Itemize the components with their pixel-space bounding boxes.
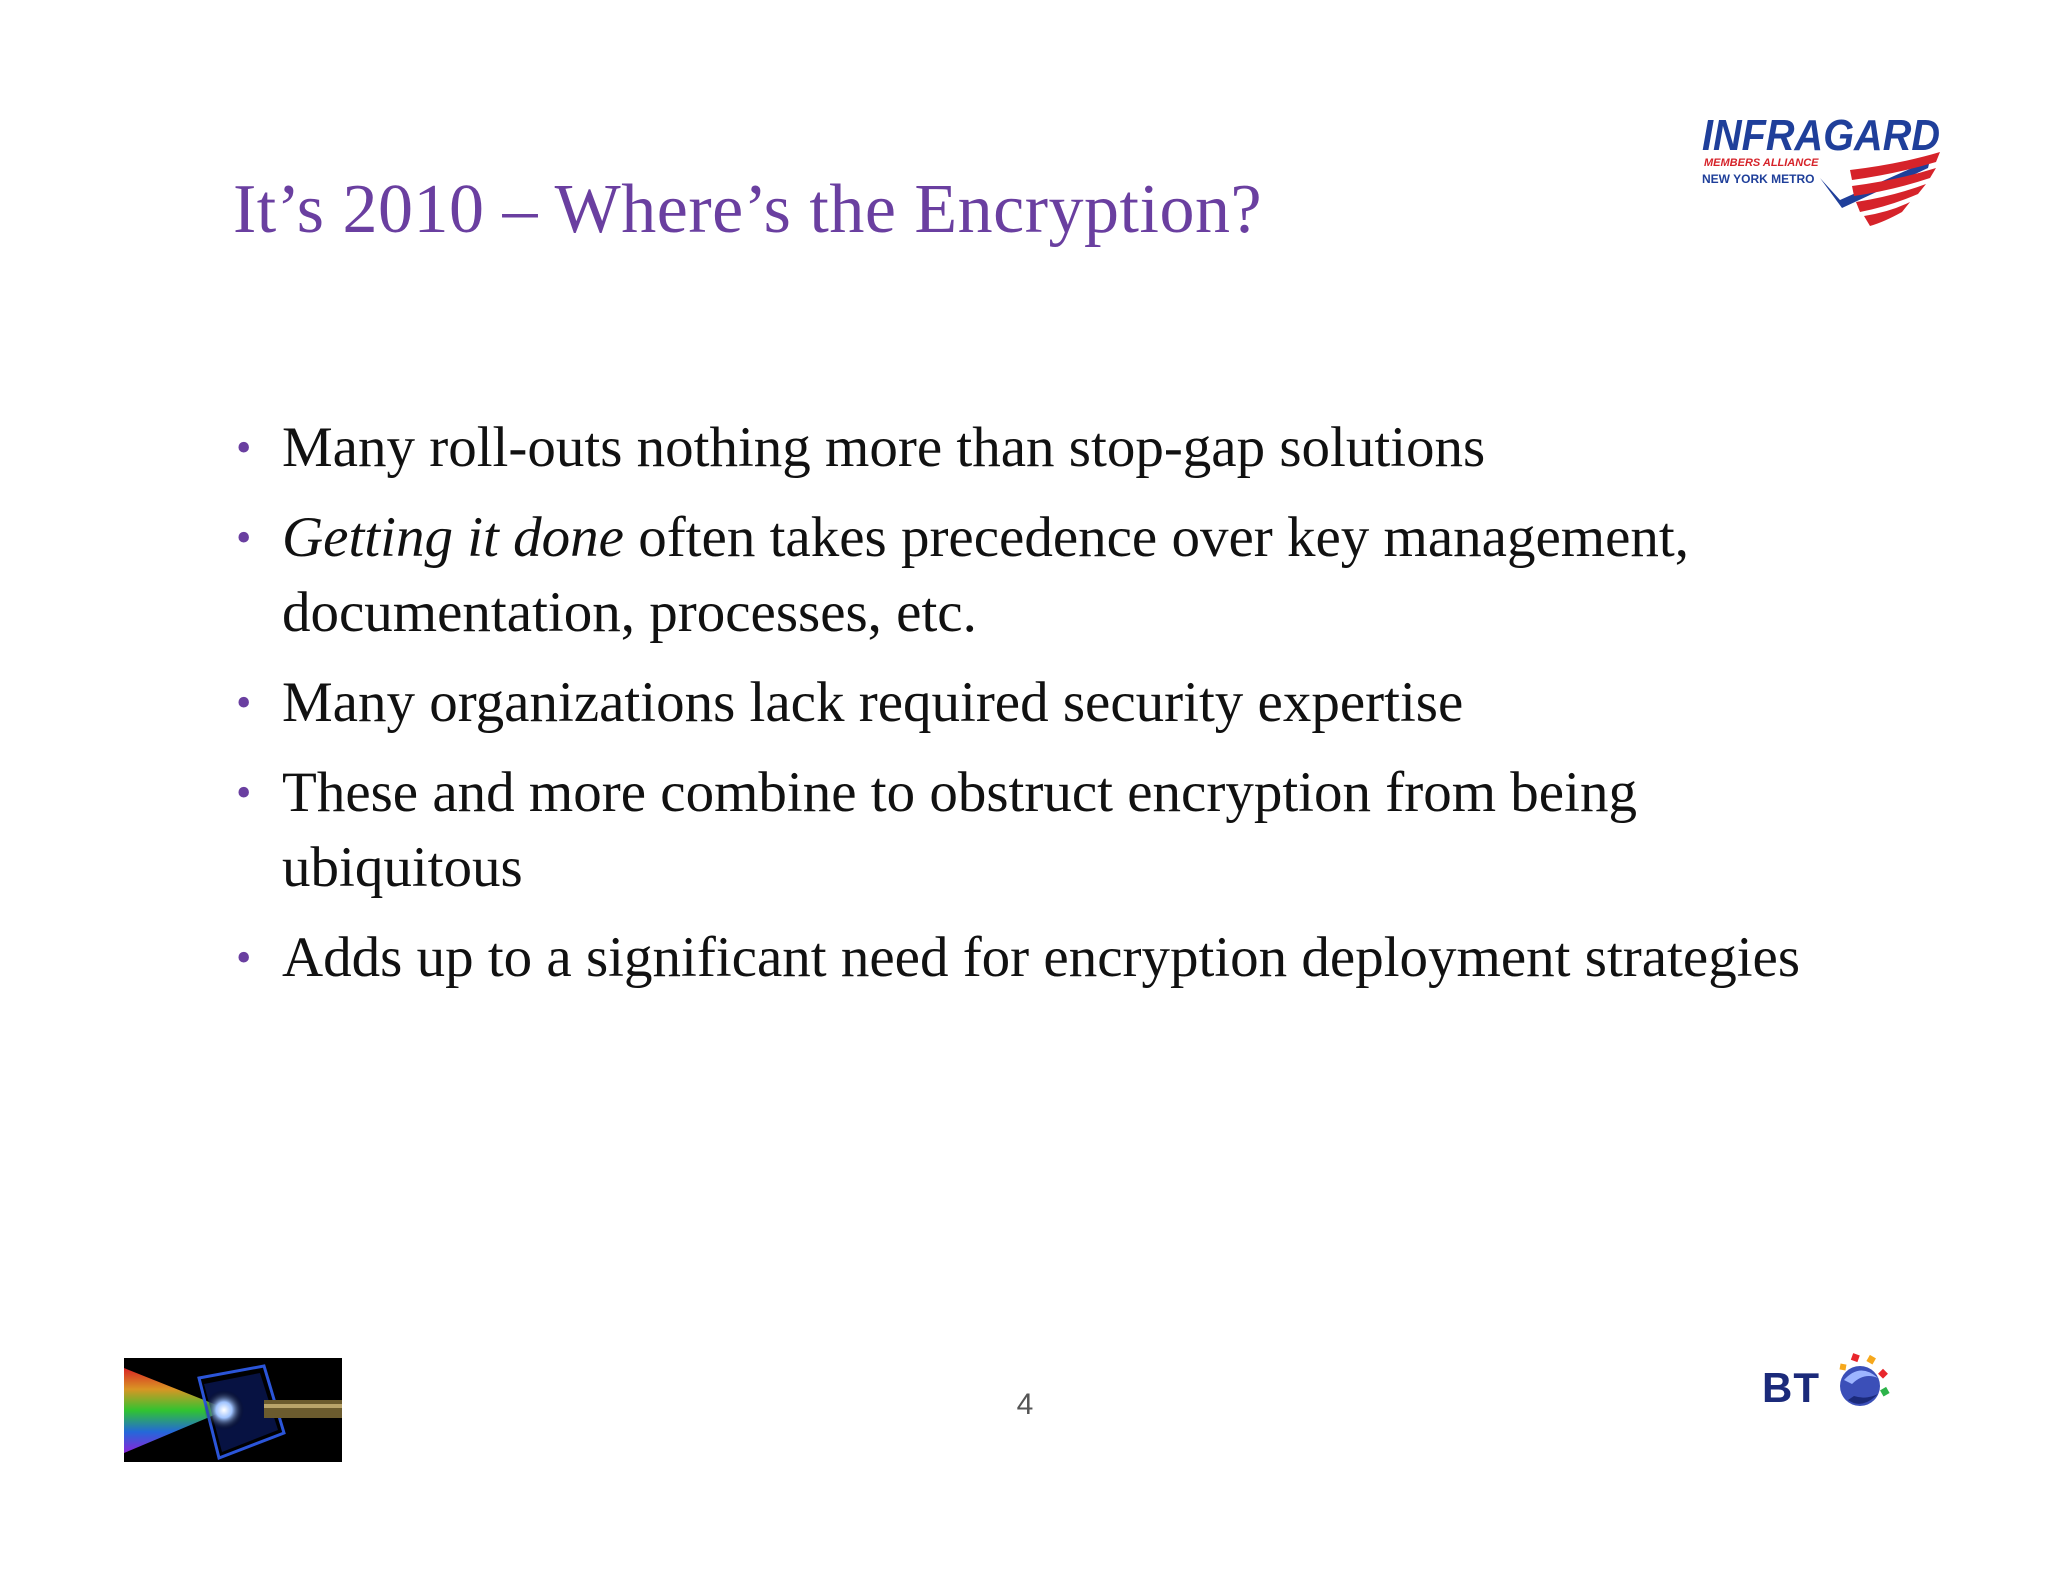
bt-logo — [1762, 1350, 1892, 1422]
bt-logo-text: BT — [1762, 1364, 1820, 1411]
bullet-dot-icon: • — [236, 768, 252, 817]
bullet-item — [232, 500, 1852, 650]
bullet-dot-icon: • — [236, 678, 252, 727]
bullet-text: Adds up to a significant need for encryption deployment strategies — [282, 926, 1801, 989]
prism-light-icon — [124, 1358, 342, 1462]
bullet-item — [232, 755, 1852, 905]
bullet-text: often takes precedence over key management, documentation, processes, etc. — [282, 506, 1690, 644]
bullet-dot-icon: • — [236, 423, 252, 472]
prism-light-image — [124, 1358, 342, 1462]
bt-piper-globe-icon — [1830, 1350, 1892, 1416]
bullet-text: Many organizations lack required security expertise — [282, 671, 1464, 734]
bullet-italic-lead: Getting it done — [282, 506, 624, 569]
bullet-item — [232, 665, 1852, 740]
bullet-dot-icon: • — [236, 933, 252, 982]
bullet-text: Many roll-outs nothing more than stop-gap solutions — [282, 416, 1486, 479]
slide-title: It’s 2010 – Where’s the Encryption? — [233, 171, 1263, 248]
bullet-dot-icon: • — [236, 513, 252, 562]
bullet-item — [232, 410, 1852, 485]
bullet-item — [232, 920, 1852, 995]
infragard-logo — [1700, 108, 1945, 228]
flag-stripes-icon — [1820, 152, 1940, 226]
infragard-logo-line2: NEW YORK METRO — [1702, 172, 1815, 186]
page-number: 4 — [1016, 1388, 1034, 1421]
infragard-logo-name: INFRAGARD — [1702, 111, 1940, 160]
bullet-list — [232, 410, 1852, 1010]
infragard-logo-line1: MEMBERS ALLIANCE — [1704, 157, 1819, 169]
bullet-text: These and more combine to obstruct encryption from being ubiquitous — [282, 761, 1637, 899]
